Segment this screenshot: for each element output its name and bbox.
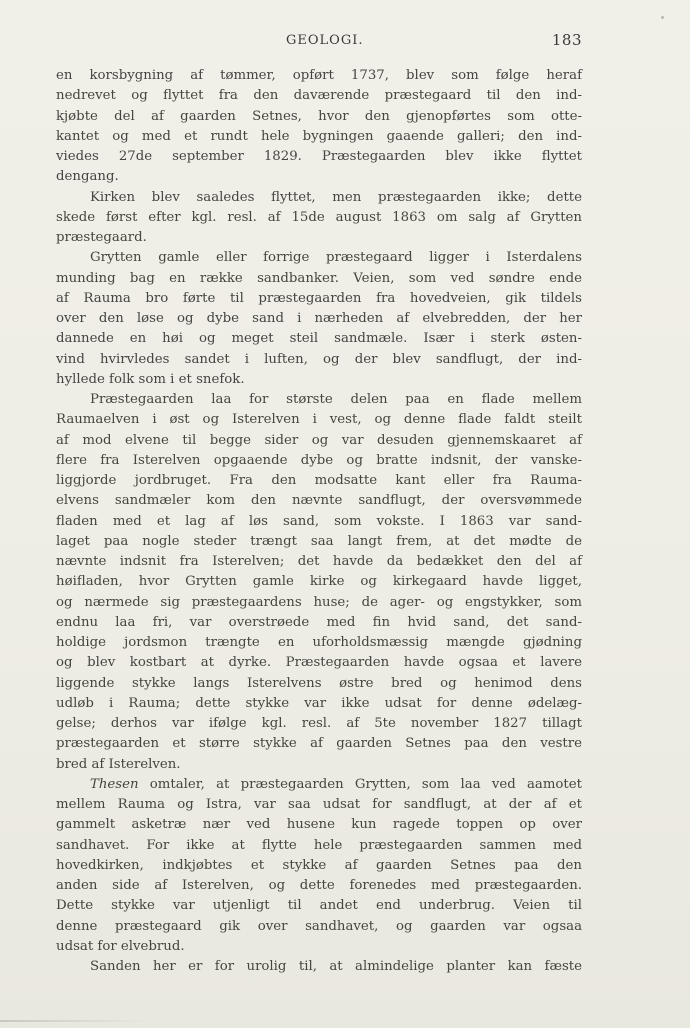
text-line	[56, 633, 582, 653]
text-line	[56, 593, 582, 613]
line-text: holdige jordsmon trængte en uforholdsmæssig mængde gjødning	[56, 635, 582, 650]
line-text: dengang.	[56, 169, 119, 185]
text-line	[56, 755, 582, 775]
text-line	[56, 208, 582, 228]
text-line	[56, 512, 582, 532]
text-line	[56, 329, 582, 349]
line-text: hovedkirken, indkjøbtes et stykke af gaarden Setnes paa den	[56, 857, 582, 873]
running-title: GEOLOGI.	[286, 33, 364, 48]
line-text: vind hvirvledes sandet i luften, og der blev sandflugt, der ind-	[56, 351, 582, 367]
text-line	[56, 107, 582, 127]
text-line	[56, 471, 582, 491]
page-number: 183	[551, 31, 582, 49]
line-text: liggjorde jordbruget. Fra den modsatte kant eller fra Rauma-	[56, 473, 582, 488]
text-line	[56, 532, 582, 552]
line-text: nævnte indsnit fra Isterelven; det havde da bedækket den del af	[56, 554, 582, 569]
line-text: viedes 27de september 1829. Præstegaarden blev ikke flyttet	[56, 149, 582, 164]
line-text: denne præstegaard gik over sandhavet, og gaarden var ogsaa	[56, 918, 582, 934]
line-text: Præstegaarden laa for største delen paa en flade mellem	[90, 392, 582, 407]
line-text: elvens sandmæler kom den nævnte sandflugt, der oversvømmede	[56, 493, 582, 509]
text-line	[56, 289, 582, 309]
line-text: udsat for elvebrud.	[56, 938, 185, 954]
line-text: omtaler, at præstegaarden Grytten, som laa ved aamotet	[138, 776, 582, 792]
text-line	[56, 917, 582, 937]
page-speck	[661, 16, 664, 19]
text-line	[56, 815, 582, 835]
line-text: af Rauma bro førte til præstegaarden fra hovedveien, gik tildels	[56, 290, 582, 306]
text-line	[56, 410, 582, 430]
running-header	[56, 33, 582, 53]
text-line	[56, 674, 582, 694]
author-name: Thesen	[90, 776, 139, 792]
line-text: høifladen, hvor Grytten gamle kirke og kirkegaard havde ligget,	[56, 574, 582, 590]
line-text: af mod elvene til begge sider og var desuden gjennemskaaret af	[56, 432, 582, 448]
text-line	[56, 86, 582, 106]
line-text: Sanden her er for urolig til, at almindelige planter kan fæste	[90, 959, 582, 974]
line-text: en korsbygning af tømmer, opført 1737, blev som følge heraf	[56, 68, 582, 83]
line-text: bred af Isterelven.	[56, 756, 181, 772]
text-line	[56, 350, 582, 370]
line-text: kantet og med et rundt hele bygningen gaaende galleri; den ind-	[56, 128, 582, 144]
line-text: fladen med et lag af løs sand, som vokste. I 1863 var sand-	[56, 513, 582, 529]
text-line	[56, 957, 582, 977]
text-line	[56, 876, 582, 896]
text-line	[56, 836, 582, 856]
line-text: over den løse og dybe sand i nærheden af elvebredden, der her	[56, 311, 582, 326]
line-text: dannede en høi og meget steil sandmæle. Især i sterk østen-	[56, 331, 582, 347]
line-text: præstegaarden et større stykke af gaarden Setnes paa den vestre	[56, 736, 582, 752]
line-text: laget paa nogle steder trængt saa langt frem, at det mødte de	[56, 533, 582, 549]
text-line	[56, 127, 582, 147]
text-line	[56, 147, 582, 167]
line-text: gelse; derhos var ifølge kgl. resl. af 5te november 1827 tillagt	[56, 716, 582, 731]
body-text	[56, 66, 582, 977]
text-line	[56, 856, 582, 876]
text-line	[56, 795, 582, 815]
text-line	[56, 451, 582, 471]
text-line	[56, 390, 582, 410]
text-line	[56, 167, 582, 187]
line-text: anden side af Isterelven, og dette forenedes med præstegaarden.	[56, 878, 582, 893]
line-text: flere fra Isterelven opgaaende dybe og bratte indsnit, der vanske-	[56, 452, 582, 468]
text-line	[56, 734, 582, 754]
text-line	[56, 269, 582, 289]
text-line	[56, 309, 582, 329]
line-text: munding bag en række sandbanker. Veien, som ved søndre ende	[56, 270, 582, 286]
text-line	[56, 572, 582, 592]
line-text: liggende stykke langs Isterelvens østre bred og henimod dens	[56, 675, 582, 691]
page-edge-shadow	[0, 1020, 150, 1022]
line-text: præstegaard.	[56, 230, 147, 245]
text-line	[56, 694, 582, 714]
text-line	[56, 188, 582, 208]
text-line	[56, 248, 582, 268]
text-line	[56, 714, 582, 734]
line-text: nedrevet og flyttet fra den daværende præstegaard til den ind-	[56, 88, 582, 104]
line-text: Raumaelven i øst og Isterelven i vest, og denne flade faldt steilt	[56, 412, 582, 428]
text-line	[56, 66, 582, 86]
line-text: endnu laa fri, var overstrøede med fin hvid sand, det sand-	[56, 614, 582, 630]
line-text: Kirken blev saaledes flyttet, men præstegaarden ikke; dette	[90, 189, 582, 205]
line-text: Grytten gamle eller forrige præstegaard ligger i Isterdalens	[90, 250, 582, 266]
text-line	[56, 653, 582, 673]
line-text: og nærmede sig præstegaardens huse; de ager- og engstykker, som	[56, 594, 582, 610]
line-text: hyllede folk som i et snefok.	[56, 371, 245, 387]
text-line	[56, 370, 582, 390]
text-line	[56, 937, 582, 957]
text-line	[56, 228, 582, 248]
line-text: og blev kostbart at dyrke. Præstegaarden havde ogsaa et lavere	[56, 655, 582, 671]
line-text: skede først efter kgl. resl. af 15de august 1863 om salg af Grytten	[56, 209, 582, 225]
text-line	[56, 491, 582, 511]
line-text: Dette stykke var utjenligt til andet end underbrug. Veien til	[56, 898, 582, 914]
text-line	[56, 431, 582, 451]
line-text: kjøbte del af gaarden Setnes, hvor den gjenopførtes som otte-	[56, 108, 582, 124]
line-text: sandhavet. For ikke at flytte hele præstegaarden sammen med	[56, 837, 582, 853]
line-text: mellem Rauma og Istra, var saa udsat for sandflugt, at der af et	[56, 797, 582, 812]
text-line	[56, 775, 582, 795]
text-line	[56, 896, 582, 916]
line-text: gammelt asketræ nær ved husene kun ragede toppen op over	[56, 817, 582, 833]
text-line	[56, 552, 582, 572]
line-text: udløb i Rauma; dette stykke var ikke udsat for denne ødelæg-	[56, 695, 582, 711]
text-line	[56, 613, 582, 633]
